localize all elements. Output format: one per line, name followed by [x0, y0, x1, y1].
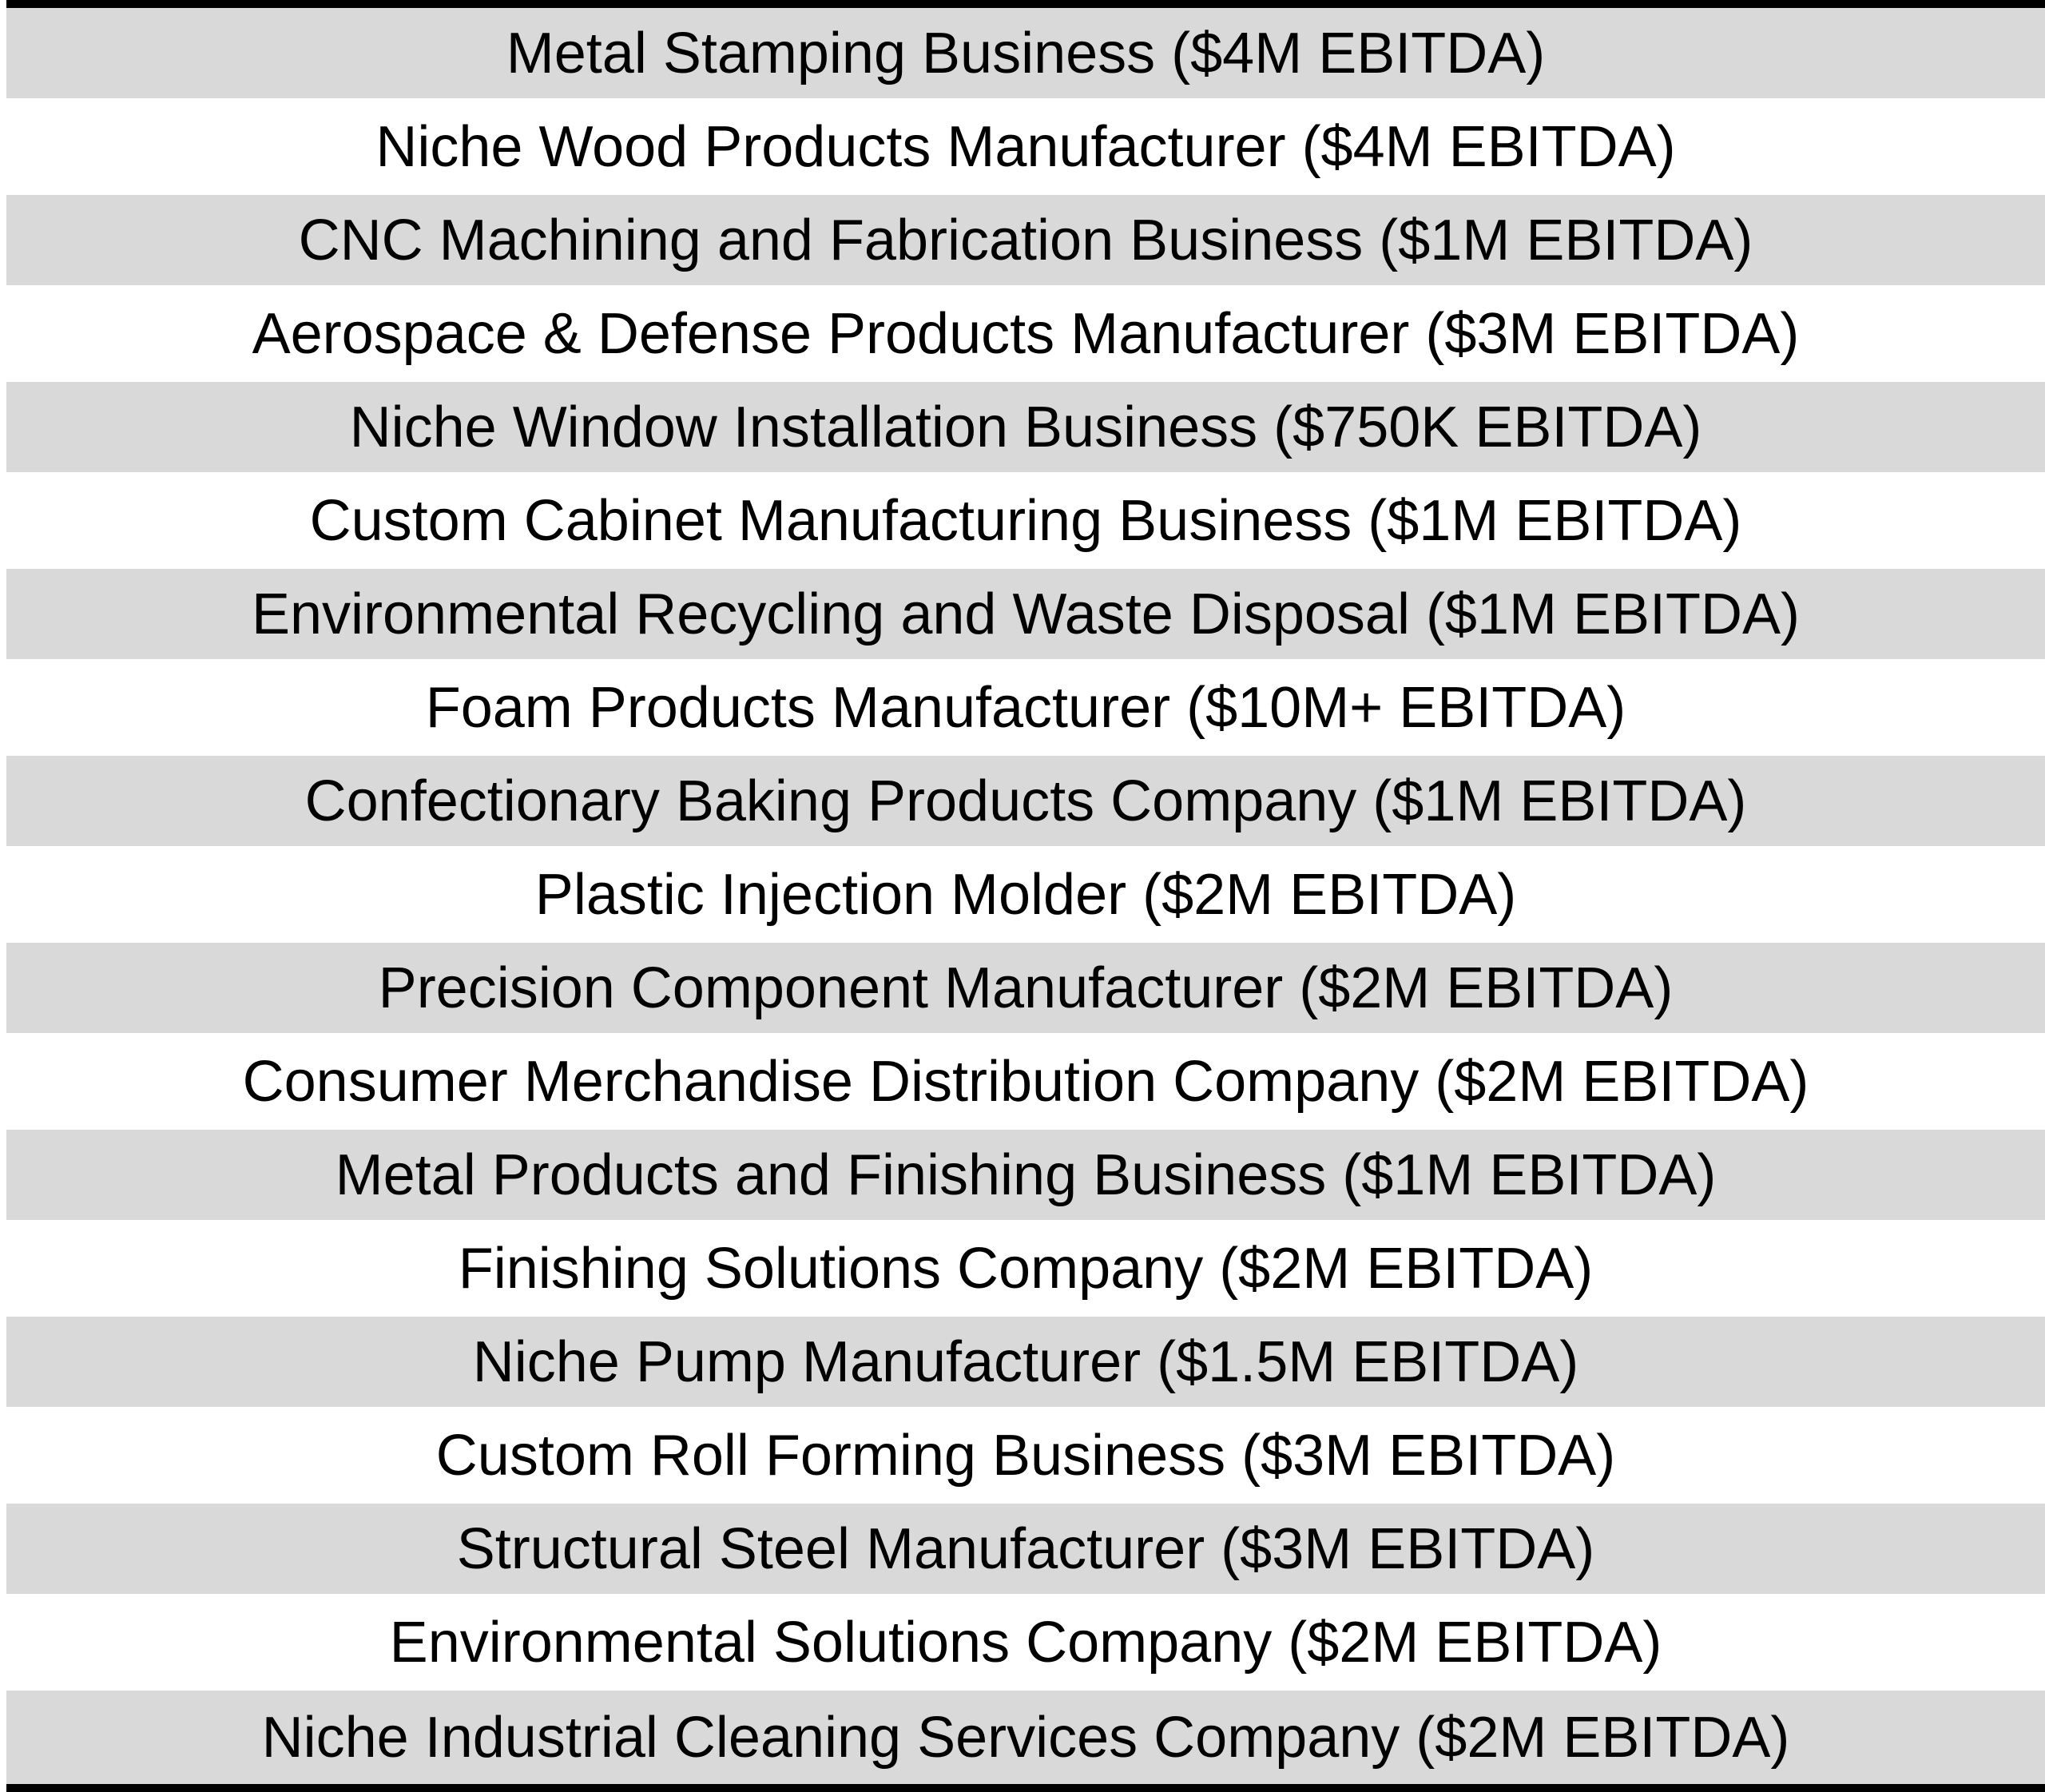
table-row: Precision Component Manufacturer ($2M EBITDA): [6, 943, 2045, 1036]
table-row: Confectionary Baking Products Company ($1M EBITDA): [6, 756, 2045, 849]
table-row: Niche Wood Products Manufacturer ($4M EBITDA): [6, 101, 2045, 195]
table-row: Finishing Solutions Company ($2M EBITDA): [6, 1223, 2045, 1317]
table-row: Environmental Solutions Company ($2M EBITDA): [6, 1597, 2045, 1691]
table-row: Niche Pump Manufacturer ($1.5M EBITDA): [6, 1317, 2045, 1410]
table-row: Metal Stamping Business ($4M EBITDA): [6, 8, 2045, 101]
table-row: Niche Industrial Cleaning Services Company ($2M EBITDA): [6, 1691, 2045, 1784]
table-row: Consumer Merchandise Distribution Company ($2M EBITDA): [6, 1036, 2045, 1130]
table-row: Plastic Injection Molder ($2M EBITDA): [6, 849, 2045, 943]
table-row: Niche Window Installation Business ($750K EBITDA): [6, 382, 2045, 475]
table-row: Aerospace & Defense Products Manufacturer ($3M EBITDA): [6, 288, 2045, 382]
table-row: Metal Products and Finishing Business ($1M EBITDA): [6, 1130, 2045, 1223]
table-row: Custom Cabinet Manufacturing Business ($1M EBITDA): [6, 475, 2045, 569]
table-row: CNC Machining and Fabrication Business ($1M EBITDA): [6, 195, 2045, 288]
table-row: Foam Products Manufacturer ($10M+ EBITDA): [6, 662, 2045, 756]
table-row: Structural Steel Manufacturer ($3M EBITDA): [6, 1504, 2045, 1597]
table-row: Environmental Recycling and Waste Disposal ($1M EBITDA): [6, 569, 2045, 662]
business-list-table: [6, 0, 2045, 1792]
table-row: Custom Roll Forming Business ($3M EBITDA): [6, 1410, 2045, 1504]
